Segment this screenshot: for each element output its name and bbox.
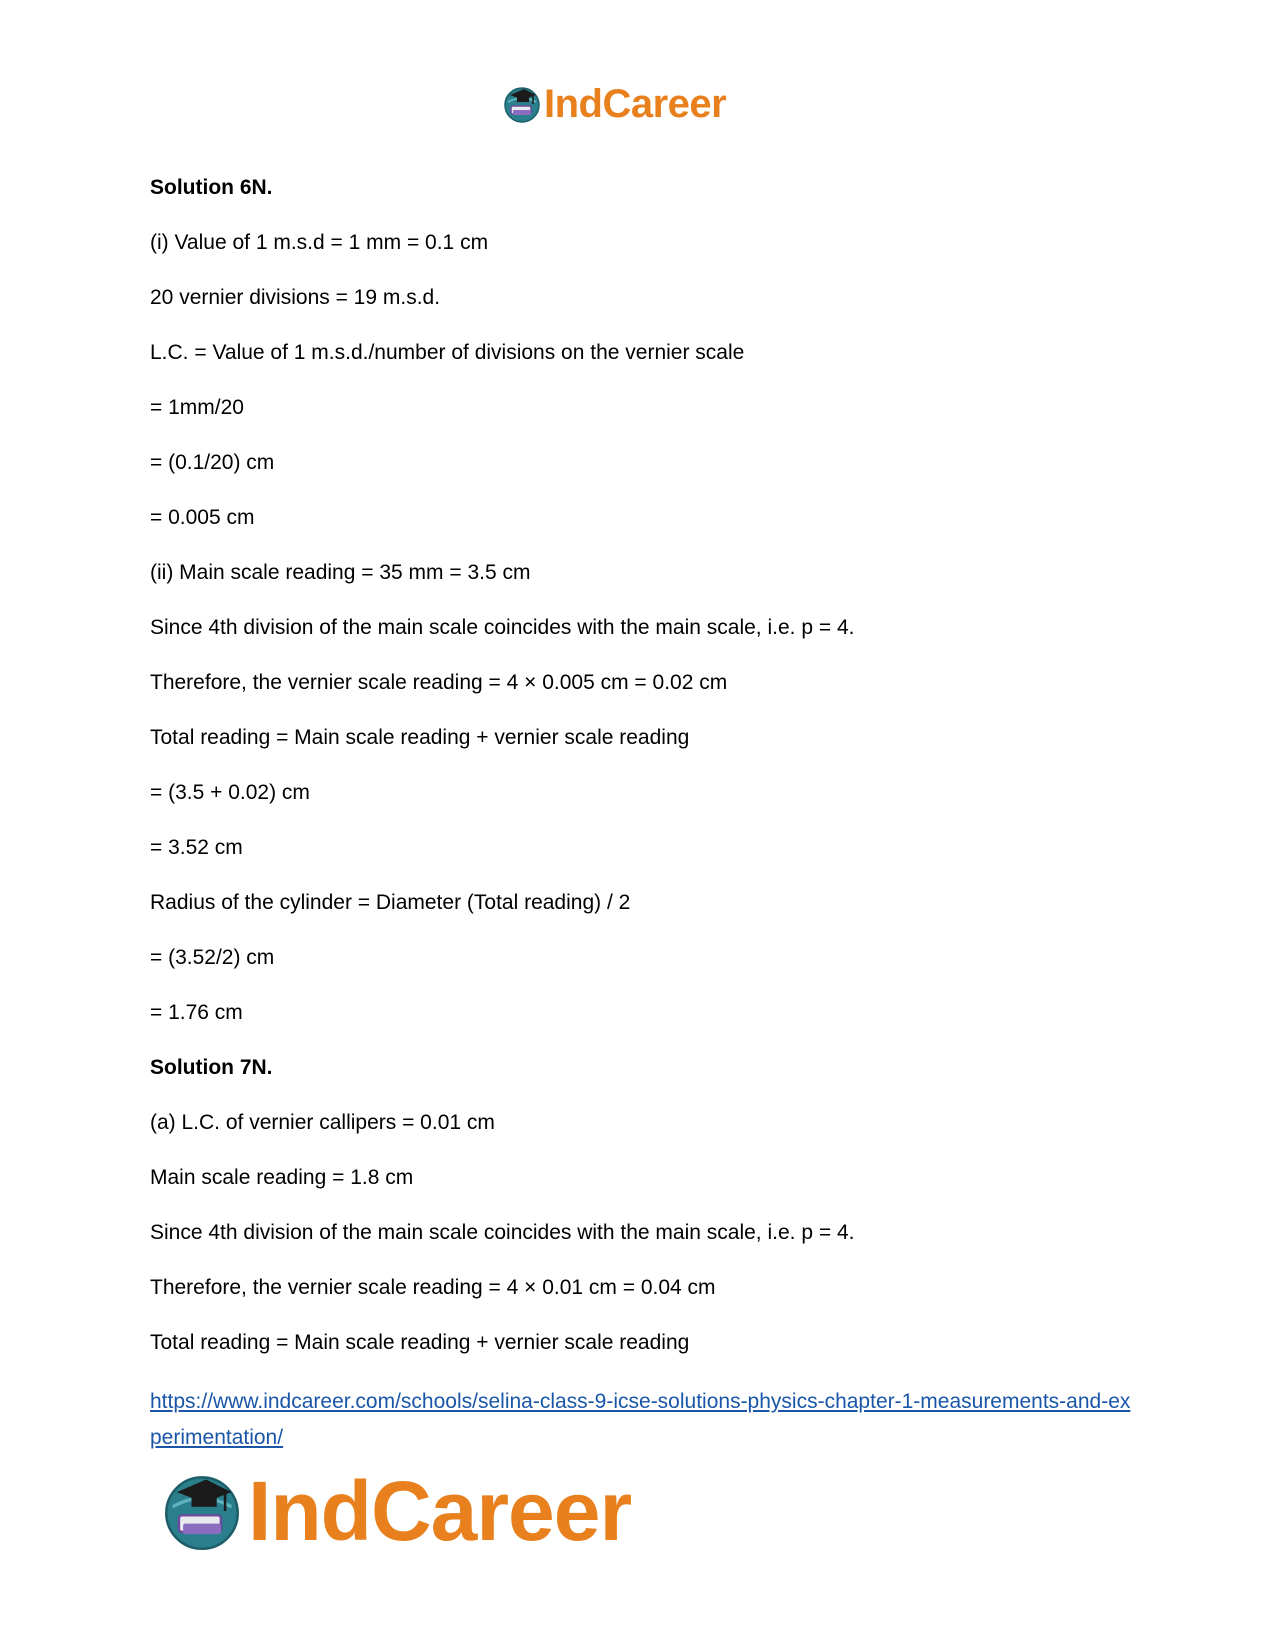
source-link[interactable]: https://www.indcareer.com/schools/selina-class-9-icse-solutions-physics-chapter-1-measurements-and-experimentation/ bbox=[150, 1390, 1131, 1449]
solution-line: Since 4th division of the main scale coincides with the main scale, i.e. p = 4. bbox=[150, 1221, 855, 1244]
solution-line: = 1.76 cm bbox=[150, 1001, 243, 1024]
solution-line: = (3.5 + 0.02) cm bbox=[150, 781, 310, 804]
solution-line: = 1mm/20 bbox=[150, 396, 244, 419]
solution-line: Total reading = Main scale reading + vernier scale reading bbox=[150, 1331, 690, 1354]
solution-content bbox=[150, 176, 1140, 1386]
solution-heading: Solution 6N. bbox=[150, 176, 273, 199]
graduation-cap-globe-icon bbox=[160, 1469, 244, 1553]
solution-line: L.C. = Value of 1 m.s.d./number of divisions on the vernier scale bbox=[150, 341, 745, 364]
solution-line: = (0.1/20) cm bbox=[150, 451, 275, 474]
solution-line: 20 vernier divisions = 19 m.s.d. bbox=[150, 286, 441, 309]
graduation-cap-globe-icon bbox=[502, 84, 542, 124]
solution-line: Radius of the cylinder = Diameter (Total reading) / 2 bbox=[150, 891, 631, 914]
brand-name: IndCareer bbox=[248, 1463, 632, 1558]
solution-line: Therefore, the vernier scale reading = 4 × 0.005 cm = 0.02 cm bbox=[150, 671, 728, 694]
header-logo bbox=[502, 80, 726, 128]
solution-line: = 3.52 cm bbox=[150, 836, 243, 859]
solution-line: Total reading = Main scale reading + vernier scale reading bbox=[150, 726, 690, 749]
solution-line: (i) Value of 1 m.s.d = 1 mm = 0.1 cm bbox=[150, 231, 489, 254]
solution-line: Main scale reading = 1.8 cm bbox=[150, 1166, 414, 1189]
solution-heading: Solution 7N. bbox=[150, 1056, 273, 1079]
solution-line: Therefore, the vernier scale reading = 4 × 0.01 cm = 0.04 cm bbox=[150, 1276, 716, 1299]
solution-line: (ii) Main scale reading = 35 mm = 3.5 cm bbox=[150, 561, 531, 584]
solution-line: Since 4th division of the main scale coincides with the main scale, i.e. p = 4. bbox=[150, 616, 855, 639]
footer-logo bbox=[160, 1463, 632, 1558]
solution-line: = (3.52/2) cm bbox=[150, 946, 275, 969]
brand-name: IndCareer bbox=[544, 81, 727, 126]
solution-line: = 0.005 cm bbox=[150, 506, 255, 529]
solution-line: (a) L.C. of vernier callipers = 0.01 cm bbox=[150, 1111, 495, 1134]
